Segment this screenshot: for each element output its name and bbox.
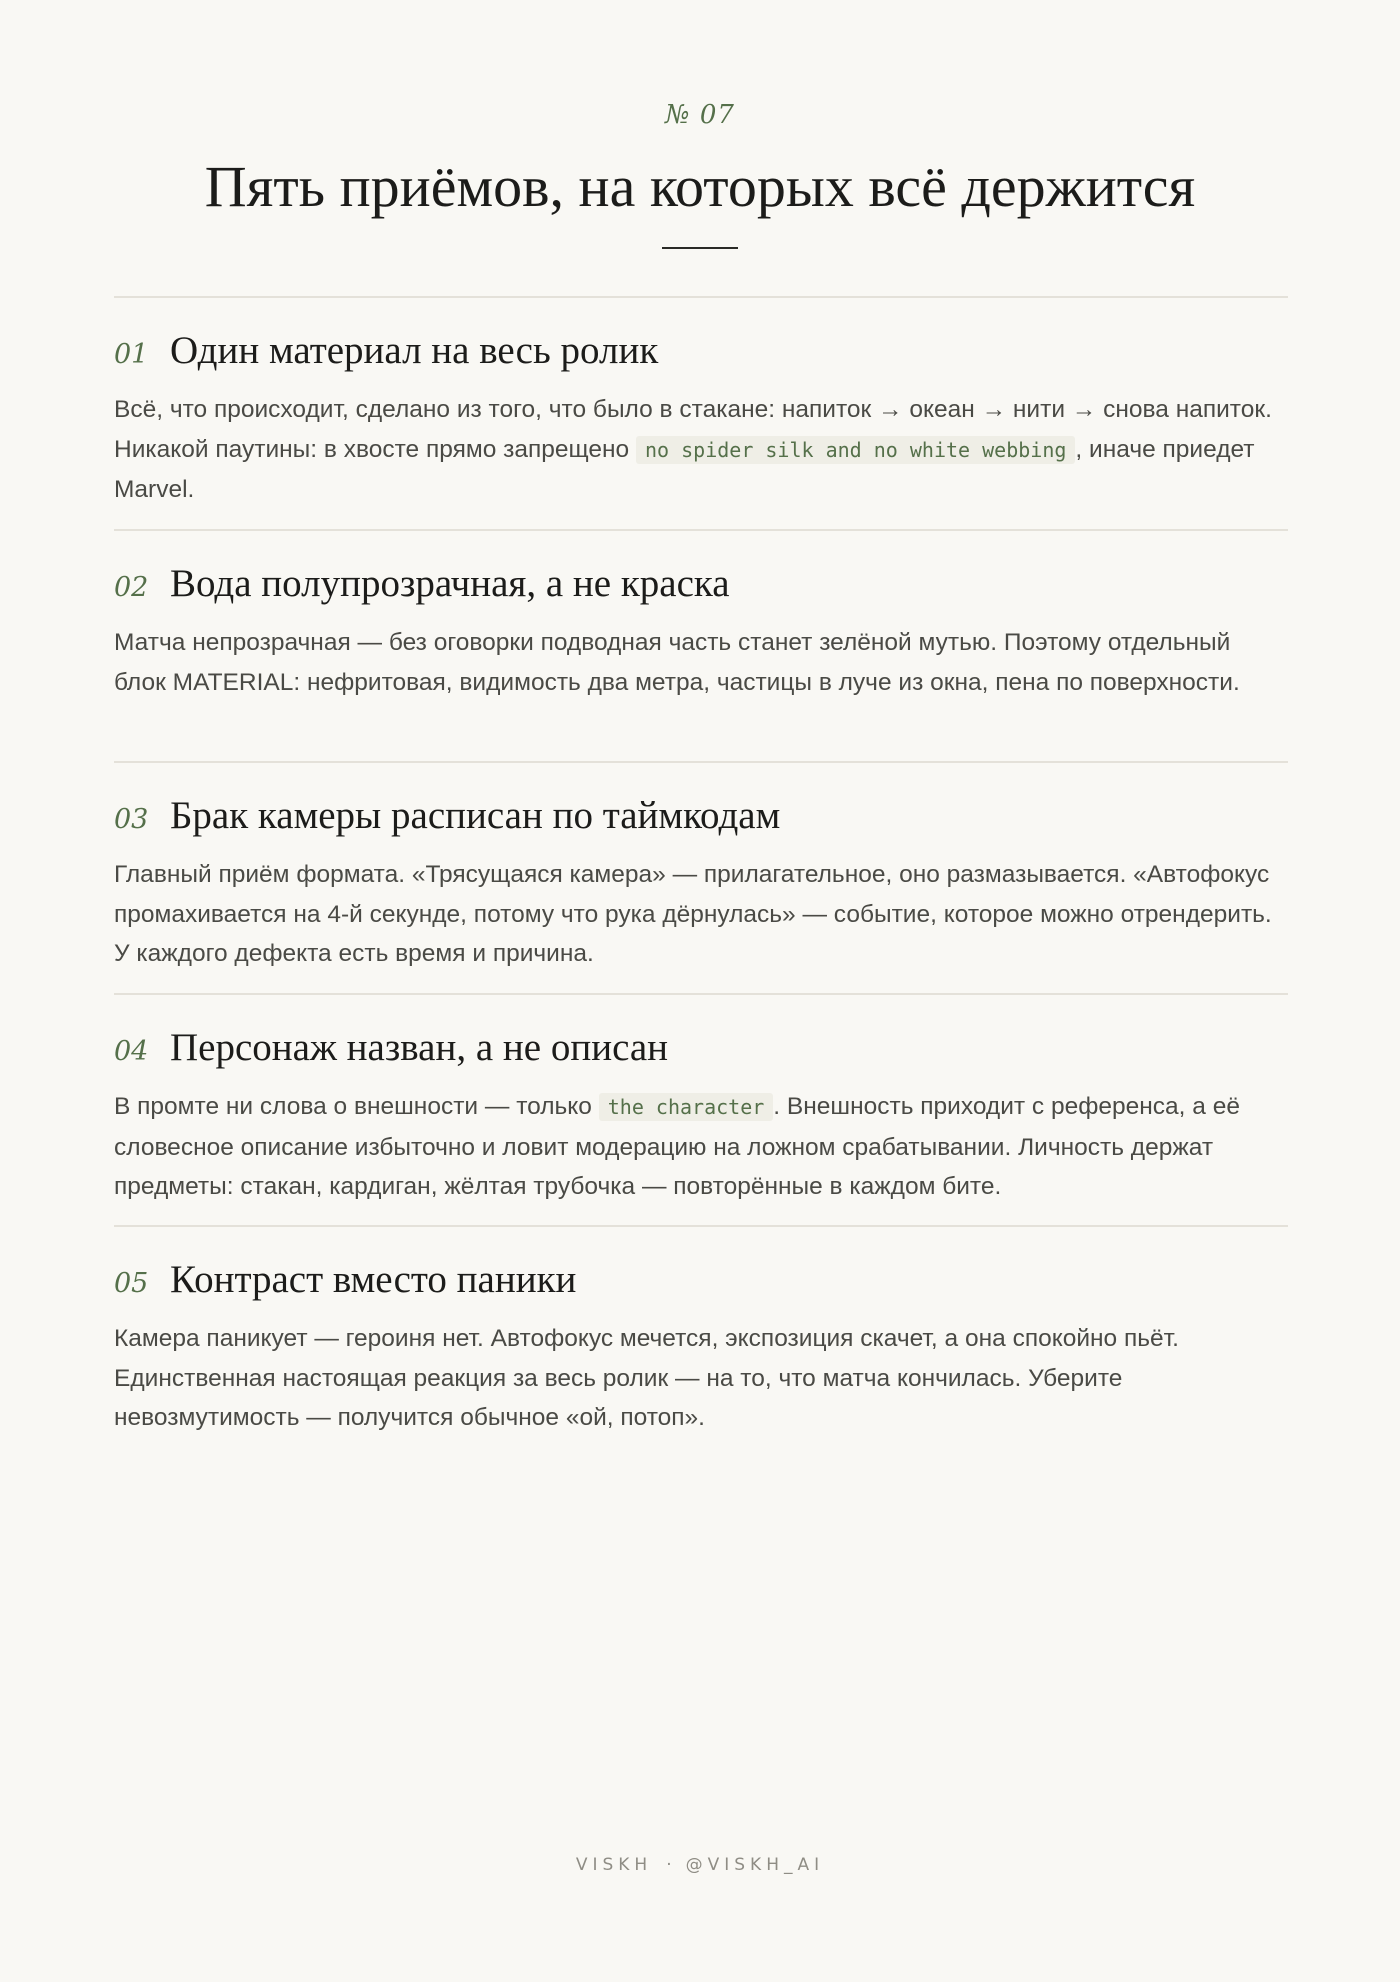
divider-top [114,296,1288,298]
section-title: Брак камеры расписан по таймкодам [170,794,781,837]
section-03 [114,793,1288,974]
divider [114,529,1288,531]
section-body [114,1087,1288,1207]
footer-handle: @VISKH_AI [685,1855,825,1875]
section-heading [114,793,1288,843]
footer [0,1855,1400,1875]
body-text: Всё, что происходит, сделано из того, что было в стакане: напиток → океан → нити → снова напиток. Никакой паутины: в хвосте прямо запрещено [114,396,1272,463]
inline-code: no spider silk and no white webbing [636,436,1075,464]
section-body: Главный приём формата. «Трясущаяся камера» — прилагательное, оно размазывается. «Автофокус промахивается на 4-й секунде, потому что рука дёрнулась» — событие, которое можно отрендерить. У каждого дефекта есть время и причина. [114,861,1272,967]
section-number: 02 [114,572,149,603]
section-number: 03 [114,804,149,835]
body-text: . Внешность приходит с референса, а её словесное описание избыточно и ловит модерацию на ложном срабатывании. Личность держат предметы: стакан, кардиган, жёлтая трубочка — повторённые в каждом бите. [114,1093,1240,1200]
section-title: Один материал на весь ролик [170,329,659,372]
section-heading [114,1257,1288,1307]
page-title: Пять приёмов, на которых всё держится [204,154,1196,219]
inline-code: the character [599,1093,774,1121]
section-number: 01 [114,339,149,370]
section-02 [114,561,1288,702]
footer-brand: VISKH [575,1855,653,1875]
section-04 [114,1025,1288,1207]
section-body: Матча непрозрачная — без оговорки подводная часть станет зелёной мутью. Поэтому отдельный блок MATERIAL: нефритовая, видимость два метра, частицы в луче из окна, пена по поверхности. [114,629,1240,696]
section-body [114,390,1288,510]
section-title: Персонаж назван, а не описан [170,1026,669,1069]
section-title: Контраст вместо паники [170,1258,577,1301]
footer-separator: · [666,1855,672,1875]
title-underline [662,247,738,249]
section-number: 04 [114,1036,149,1067]
section-body: Камера паникует — героиня нет. Автофокус мечется, экспозиция скачет, а она спокойно пьёт. Единственная настоящая реакция за весь ролик — на то, что матча кончилась. Уберите невозмутимость — получится обычное «ой, потоп». [114,1325,1179,1431]
section-05 [114,1257,1288,1438]
divider [114,993,1288,995]
issue-number: № 07 [665,100,735,130]
body-text: , иначе приедет Marvel. [114,435,1255,503]
divider [114,1225,1288,1227]
body-text: В промте ни слова о внешности — только [114,1093,599,1120]
section-heading [114,1025,1288,1075]
section-01 [114,328,1288,510]
section-title: Вода полупрозрачная, а не краска [170,562,730,605]
section-heading [114,328,1288,378]
divider [114,761,1288,763]
section-heading [114,561,1288,611]
section-number: 05 [114,1268,149,1299]
